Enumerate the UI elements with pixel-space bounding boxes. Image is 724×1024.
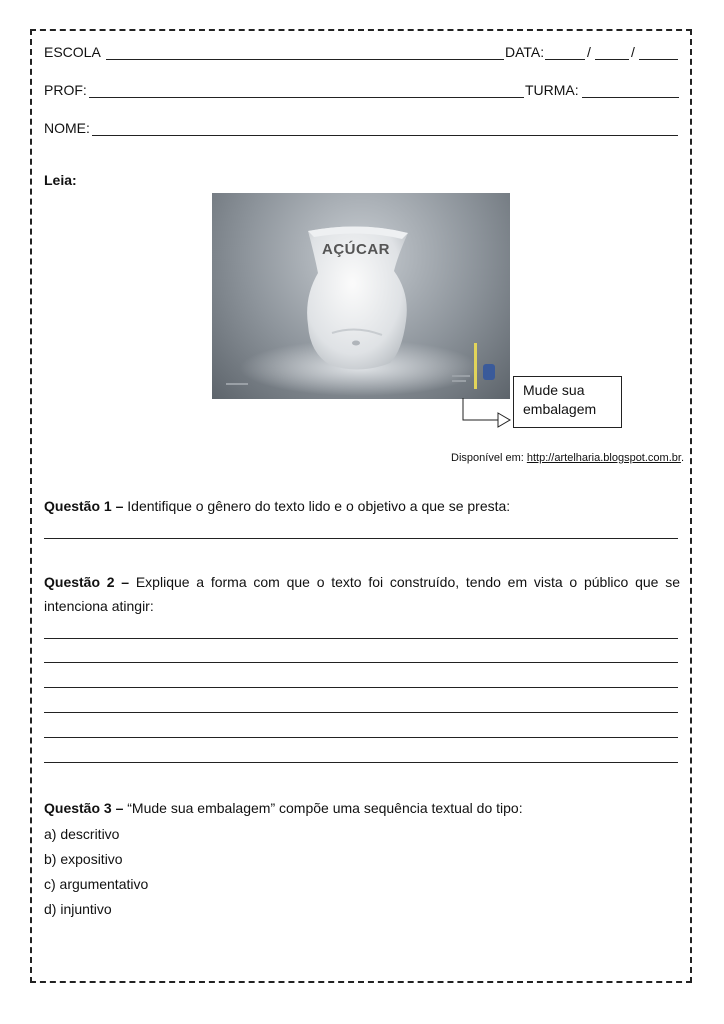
date-label: DATA: — [505, 44, 545, 60]
bag-label: AÇÚCAR — [322, 241, 390, 258]
answer-line[interactable] — [44, 712, 678, 713]
date-day-line[interactable] — [545, 59, 585, 60]
date-separator-2: / — [631, 44, 635, 60]
question-3-text: “Mude sua embalagem” compõe uma sequência textual do tipo: — [123, 800, 523, 816]
question-3-title: Questão 3 – — [44, 800, 124, 816]
question-2-title: Questão 2 – — [44, 574, 130, 590]
answer-line[interactable] — [44, 662, 678, 663]
answer-line[interactable] — [44, 762, 678, 763]
sugar-ad-image — [212, 193, 510, 399]
answer-line[interactable] — [44, 538, 678, 539]
question-2 — [44, 570, 680, 618]
name-label: NOME: — [44, 120, 90, 136]
option-b[interactable]: b) expositivo — [44, 851, 123, 867]
answer-line[interactable] — [44, 737, 678, 738]
question-2-text: Explique a forma com que o texto foi construído, tendo em vista o público que se intenciona atingir: — [44, 574, 680, 614]
school-label: ESCOLA — [44, 44, 101, 60]
source-prefix: Disponível em: — [451, 452, 527, 464]
teacher-line[interactable] — [89, 97, 524, 98]
callout-box: Mude sua embalagem — [513, 376, 622, 428]
source-suffix: . — [680, 452, 684, 464]
class-line[interactable] — [582, 97, 679, 98]
option-c[interactable]: c) argumentativo — [44, 876, 149, 892]
question-1-text: Identifique o gênero do texto lido e o objetivo a que se presta: — [123, 498, 511, 514]
arrow-icon — [460, 398, 515, 430]
source-link[interactable]: http://artelharia.blogspot.com.br — [526, 452, 681, 464]
question-3 — [44, 796, 680, 820]
teacher-label: PROF: — [44, 82, 87, 98]
date-year-line[interactable] — [639, 59, 678, 60]
read-label: Leia: — [44, 172, 77, 188]
name-line[interactable] — [92, 135, 678, 136]
answer-line[interactable] — [44, 687, 678, 688]
answer-line[interactable] — [44, 638, 678, 639]
option-a[interactable]: a) descritivo — [44, 826, 120, 842]
date-separator-1: / — [587, 44, 591, 60]
source-citation — [451, 452, 684, 464]
date-month-line[interactable] — [595, 59, 629, 60]
class-label: TURMA: — [525, 82, 579, 98]
sugar-bag-illustration — [212, 193, 510, 399]
option-d[interactable]: d) injuntivo — [44, 901, 112, 917]
school-line[interactable] — [106, 59, 504, 60]
question-1-title: Questão 1 – — [44, 498, 124, 514]
question-1 — [44, 494, 680, 518]
